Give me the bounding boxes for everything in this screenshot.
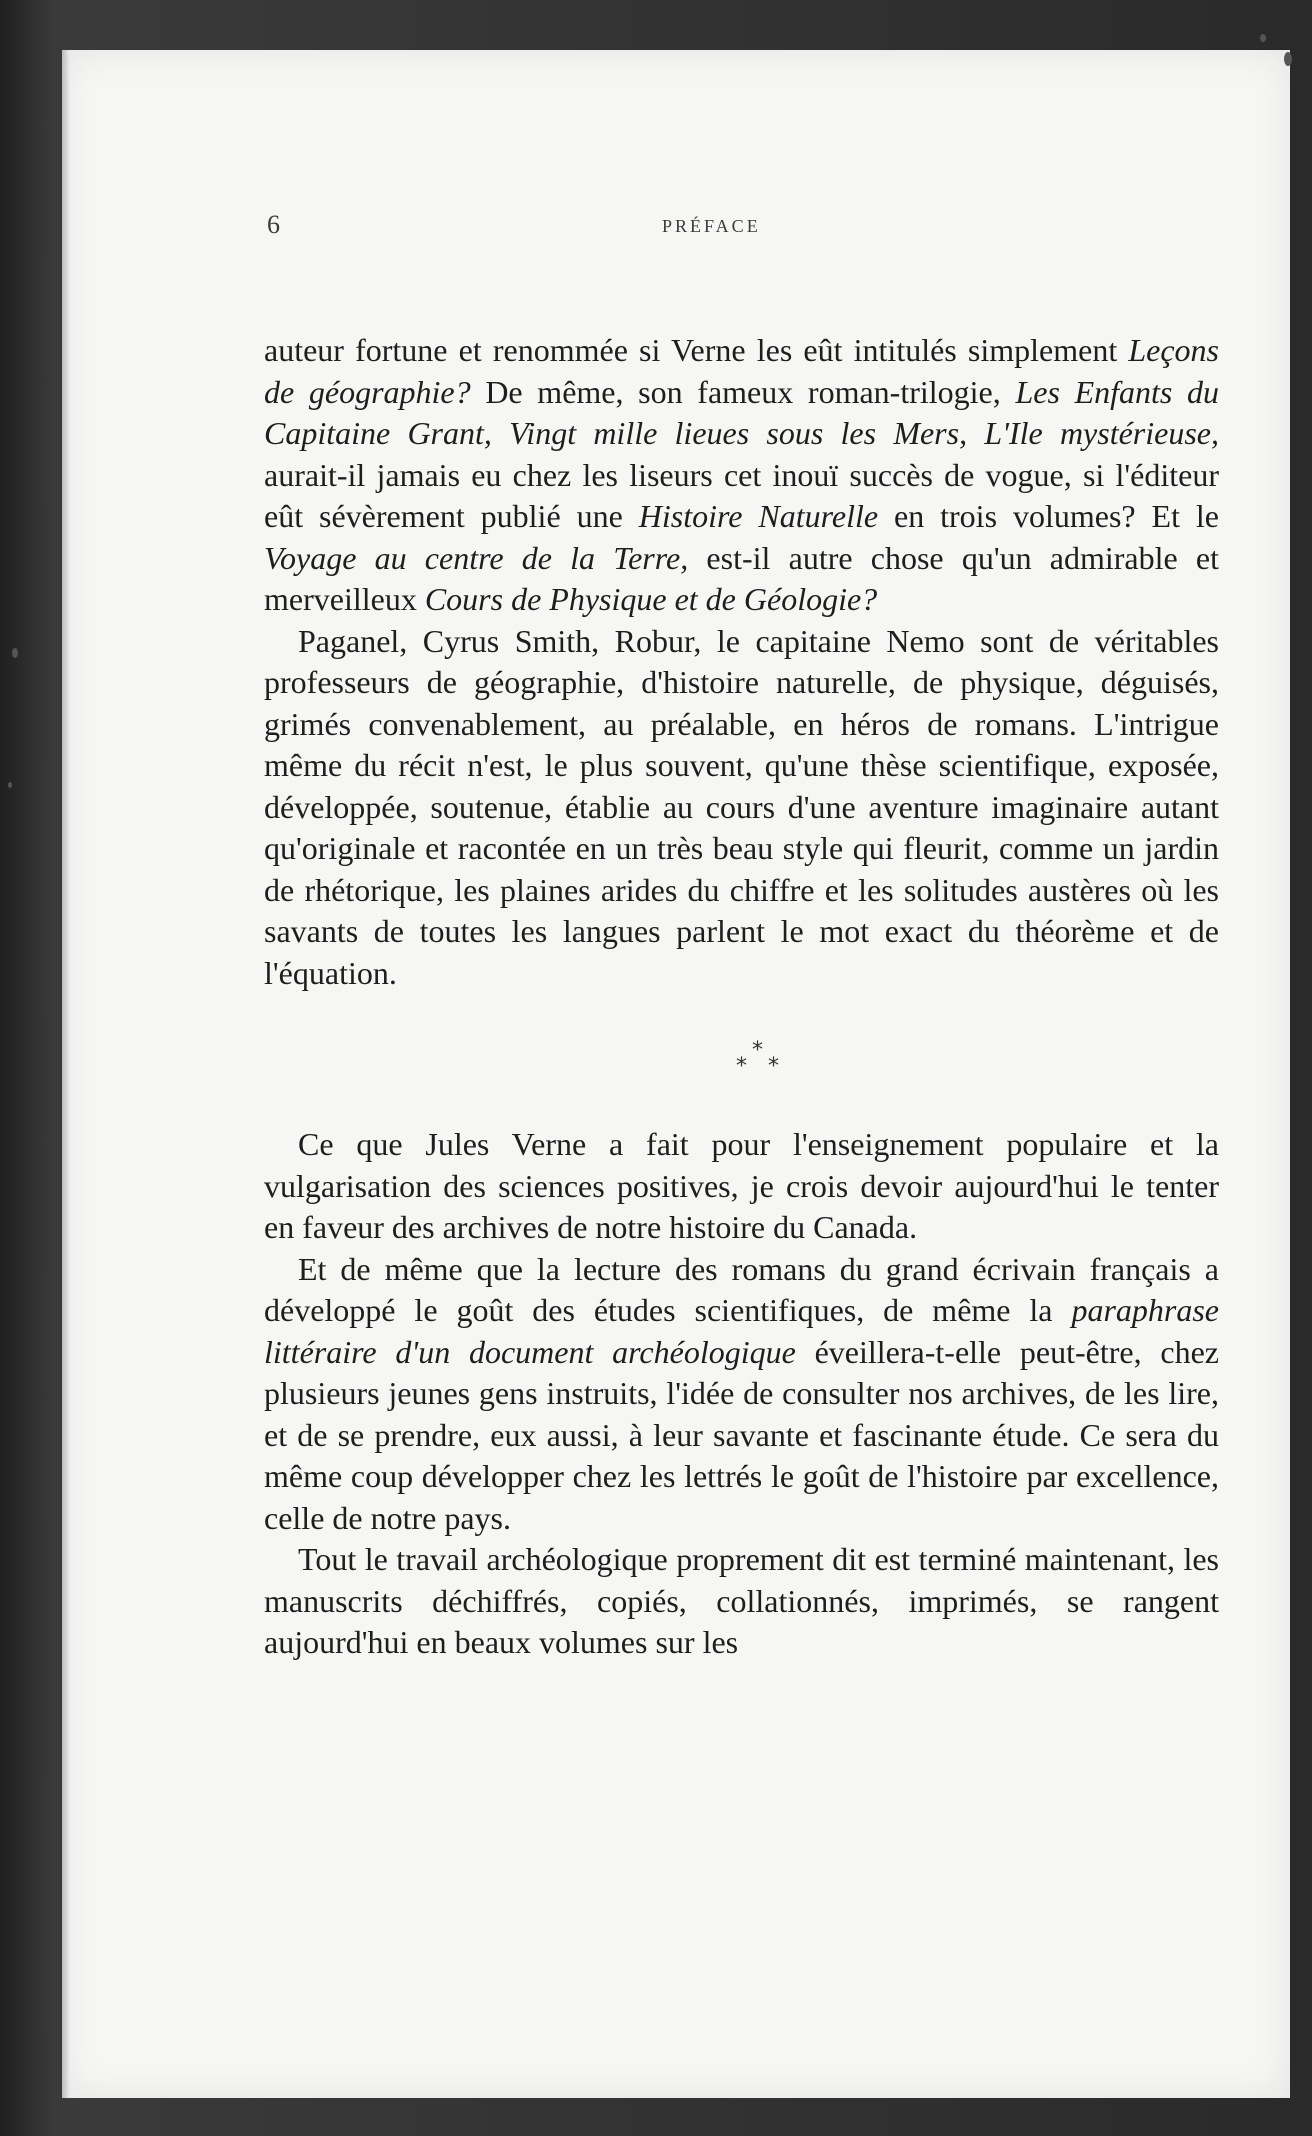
paragraph-3 xyxy=(264,1124,1219,1249)
italic-title: Leçons de géographie? xyxy=(264,332,1219,410)
italic-title: Voyage au centre de la Terre, xyxy=(264,539,689,576)
paragraph-4 xyxy=(264,1249,1219,1540)
page-body xyxy=(264,330,1219,1664)
text-segment: en trois volumes? Et le xyxy=(878,498,1220,534)
italic-title: Histoire Naturelle xyxy=(638,498,879,534)
italic-title: Cours de Physique et de Géologie? xyxy=(424,581,878,617)
page-binding-edge xyxy=(62,50,70,2098)
text-segment: aurait-il jamais eu chez les liseurs cet inouï succès de vogue, si l'éditeur eût sévèrement publié une xyxy=(264,456,1219,534)
running-head: PRÉFACE xyxy=(662,216,761,236)
page-header xyxy=(62,210,1290,250)
scan-speck xyxy=(1260,34,1266,42)
scan-speck xyxy=(12,648,18,658)
page-number: 6 xyxy=(267,210,280,239)
text-segment: auteur fortune et renommée si Verne les eût intitulés simplement xyxy=(264,332,1129,368)
asterisk: * xyxy=(768,1054,779,1079)
italic-title: Les Enfants du Capitaine Grant, Vingt mille lieues sous les Mers, L'Ile mystérieuse, xyxy=(264,373,1220,451)
asterisk: * xyxy=(752,1038,763,1063)
scan-speck xyxy=(1284,52,1292,66)
paragraph-2 xyxy=(264,621,1219,995)
text-segment: Paganel, Cyrus Smith, Robur, le capitaine Nemo sont de véritables professeurs de géographie, d'histoire naturelle, de physique, déguisés, grimés convenablement, au préalable, en héros de romans. L'intrigue même du récit n'est, le plus souvent, qu'une thèse scientifique, exposée, développée, soutenue, établie au cours d'une aventure imaginaire autant qu'originale et racontée en un très beau style qui fleurit, comme un jardin de rhétorique, les plaines arides du chiffre et les solitudes austères où les savants de toutes les langues parlent le mot exact du théorème et de l'équation. xyxy=(264,622,1219,991)
text-segment: Tout le travail archéologique proprement dit est terminé maintenant, les manuscrits déchiffrés, copiés, collationnés, imprimés, se rangent aujourd'hui en beaux volumes sur les xyxy=(264,1541,1219,1660)
text-segment: éveillera-t-elle peut-être, chez plusieurs jeunes gens instruits, l'idée de consulter nos archives, de les lire, et de se prendre, eux aussi, à leur savante et fascinante étude. Ce sera du même coup développer chez les lettrés le goût de l'histoire par excellence, celle de notre pays. xyxy=(264,1333,1220,1536)
text-segment: Ce que Jules Verne a fait pour l'enseignement populaire et la vulgarisation des sciences positives, je crois devoir aujourd'hui le tenter en faveur des archives de notre histoire du Canada. xyxy=(264,1126,1219,1245)
text-segment: est-il autre chose qu'un admirable et merveilleux xyxy=(264,539,1220,617)
paragraph-5 xyxy=(264,1539,1219,1664)
section-separator xyxy=(264,994,1219,1124)
book-page xyxy=(62,50,1290,2098)
text-segment: Et de même que la lecture des romans du grand écrivain français a développé le goût des études scientifiques, de même la xyxy=(264,1250,1219,1328)
text-segment: De même, son fameux roman-trilogie, xyxy=(470,373,1016,410)
asterisk: * xyxy=(736,1054,747,1079)
italic-title: paraphrase littéraire d'un document archéologique xyxy=(264,1292,1219,1370)
scan-speck xyxy=(8,782,12,788)
paragraph-1 xyxy=(264,330,1219,621)
